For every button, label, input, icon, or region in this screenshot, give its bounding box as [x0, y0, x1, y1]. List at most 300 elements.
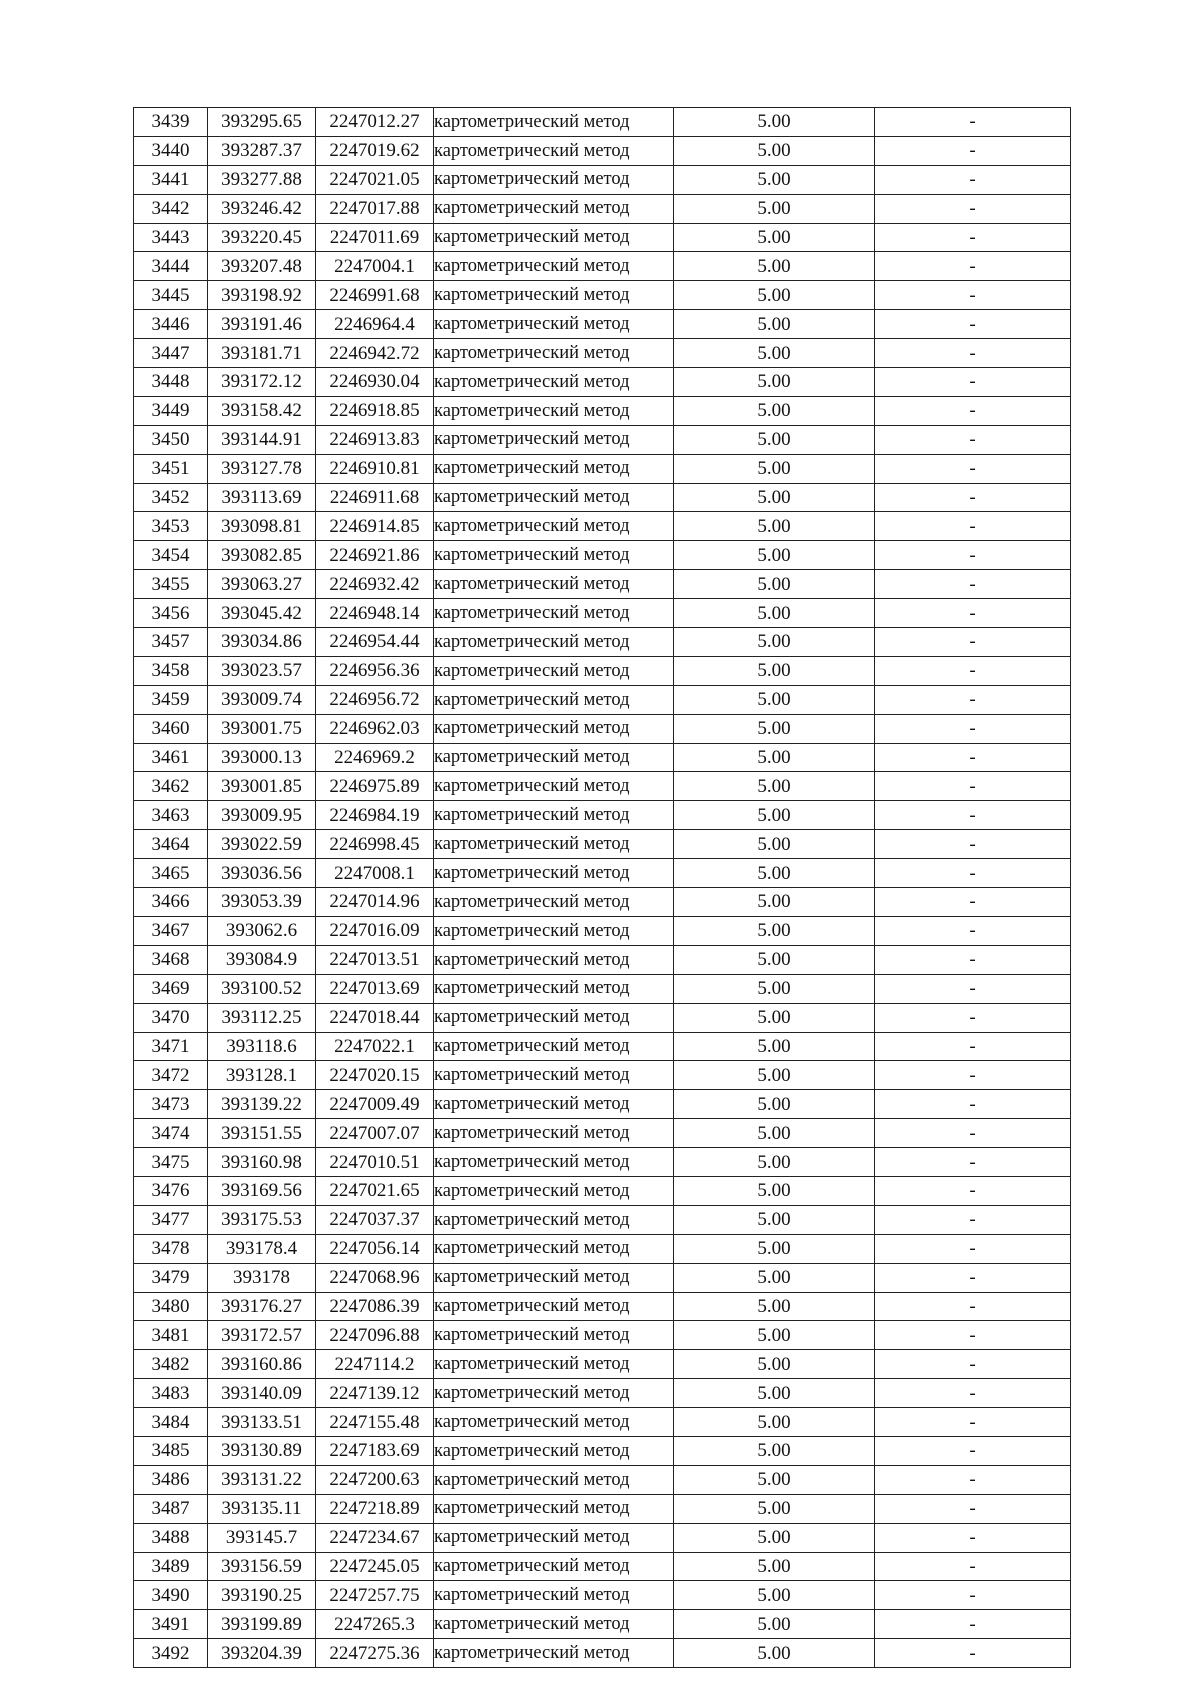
- note-cell: -: [875, 714, 1071, 743]
- method-cell: картометрический метод: [434, 1465, 674, 1494]
- y-coordinate-cell: 2246954.44: [316, 628, 434, 657]
- method-cell: картометрический метод: [434, 425, 674, 454]
- x-coordinate-cell: 393113.69: [208, 483, 316, 512]
- note-cell: -: [875, 1494, 1071, 1523]
- point-number-cell: 3462: [134, 772, 208, 801]
- note-cell: -: [875, 685, 1071, 714]
- accuracy-cell: 5.00: [674, 194, 875, 223]
- note-cell: -: [875, 1581, 1071, 1610]
- method-cell: картометрический метод: [434, 1234, 674, 1263]
- note-cell: -: [875, 859, 1071, 888]
- point-number-cell: 3452: [134, 483, 208, 512]
- point-number-cell: 3492: [134, 1639, 208, 1668]
- y-coordinate-cell: 2246948.14: [316, 599, 434, 628]
- method-cell: картометрический метод: [434, 888, 674, 917]
- x-coordinate-cell: 393139.22: [208, 1090, 316, 1119]
- table-row: [134, 194, 1071, 223]
- point-number-cell: 3441: [134, 165, 208, 194]
- x-coordinate-cell: 393169.56: [208, 1176, 316, 1205]
- point-number-cell: 3481: [134, 1321, 208, 1350]
- y-coordinate-cell: 2247020.15: [316, 1061, 434, 1090]
- table-row: [134, 1148, 1071, 1177]
- point-number-cell: 3449: [134, 396, 208, 425]
- note-cell: -: [875, 541, 1071, 570]
- accuracy-cell: 5.00: [674, 136, 875, 165]
- point-number-cell: 3450: [134, 425, 208, 454]
- note-cell: -: [875, 512, 1071, 541]
- point-number-cell: 3470: [134, 1003, 208, 1032]
- x-coordinate-cell: 393022.59: [208, 830, 316, 859]
- note-cell: -: [875, 628, 1071, 657]
- accuracy-cell: 5.00: [674, 454, 875, 483]
- y-coordinate-cell: 2246921.86: [316, 541, 434, 570]
- method-cell: картометрический метод: [434, 194, 674, 223]
- table-row: [134, 1552, 1071, 1581]
- method-cell: картометрический метод: [434, 339, 674, 368]
- point-number-cell: 3483: [134, 1379, 208, 1408]
- table-row: [134, 339, 1071, 368]
- accuracy-cell: 5.00: [674, 396, 875, 425]
- accuracy-cell: 5.00: [674, 1090, 875, 1119]
- y-coordinate-cell: 2246975.89: [316, 772, 434, 801]
- point-number-cell: 3487: [134, 1494, 208, 1523]
- note-cell: -: [875, 252, 1071, 281]
- method-cell: картометрический метод: [434, 1061, 674, 1090]
- note-cell: -: [875, 1003, 1071, 1032]
- note-cell: -: [875, 165, 1071, 194]
- note-cell: -: [875, 1234, 1071, 1263]
- x-coordinate-cell: 393053.39: [208, 888, 316, 917]
- accuracy-cell: 5.00: [674, 108, 875, 137]
- x-coordinate-cell: 393178: [208, 1263, 316, 1292]
- note-cell: -: [875, 483, 1071, 512]
- x-coordinate-cell: 393178.4: [208, 1234, 316, 1263]
- note-cell: -: [875, 108, 1071, 137]
- point-number-cell: 3468: [134, 945, 208, 974]
- table-row: [134, 1350, 1071, 1379]
- x-coordinate-cell: 393160.86: [208, 1350, 316, 1379]
- x-coordinate-cell: 393036.56: [208, 859, 316, 888]
- table-row: [134, 425, 1071, 454]
- point-number-cell: 3445: [134, 281, 208, 310]
- x-coordinate-cell: 393145.7: [208, 1523, 316, 1552]
- x-coordinate-cell: 393207.48: [208, 252, 316, 281]
- y-coordinate-cell: 2246962.03: [316, 714, 434, 743]
- point-number-cell: 3489: [134, 1552, 208, 1581]
- accuracy-cell: 5.00: [674, 541, 875, 570]
- accuracy-cell: 5.00: [674, 1263, 875, 1292]
- table-row: [134, 743, 1071, 772]
- point-number-cell: 3478: [134, 1234, 208, 1263]
- accuracy-cell: 5.00: [674, 656, 875, 685]
- table-row: [134, 830, 1071, 859]
- y-coordinate-cell: 2247013.51: [316, 945, 434, 974]
- method-cell: картометрический метод: [434, 743, 674, 772]
- accuracy-cell: 5.00: [674, 1350, 875, 1379]
- method-cell: картометрический метод: [434, 974, 674, 1003]
- method-cell: картометрический метод: [434, 165, 674, 194]
- accuracy-cell: 5.00: [674, 1436, 875, 1465]
- note-cell: -: [875, 1465, 1071, 1494]
- y-coordinate-cell: 2246956.36: [316, 656, 434, 685]
- accuracy-cell: 5.00: [674, 599, 875, 628]
- method-cell: картометрический метод: [434, 685, 674, 714]
- y-coordinate-cell: 2247218.89: [316, 1494, 434, 1523]
- y-coordinate-cell: 2246910.81: [316, 454, 434, 483]
- table-row: [134, 1292, 1071, 1321]
- point-number-cell: 3451: [134, 454, 208, 483]
- note-cell: -: [875, 194, 1071, 223]
- accuracy-cell: 5.00: [674, 281, 875, 310]
- accuracy-cell: 5.00: [674, 743, 875, 772]
- method-cell: картометрический метод: [434, 1494, 674, 1523]
- accuracy-cell: 5.00: [674, 1581, 875, 1610]
- point-number-cell: 3454: [134, 541, 208, 570]
- x-coordinate-cell: 393144.91: [208, 425, 316, 454]
- table-row: [134, 368, 1071, 397]
- accuracy-cell: 5.00: [674, 339, 875, 368]
- y-coordinate-cell: 2247017.88: [316, 194, 434, 223]
- point-number-cell: 3446: [134, 310, 208, 339]
- y-coordinate-cell: 2247021.05: [316, 165, 434, 194]
- x-coordinate-cell: 393135.11: [208, 1494, 316, 1523]
- x-coordinate-cell: 393062.6: [208, 916, 316, 945]
- y-coordinate-cell: 2247068.96: [316, 1263, 434, 1292]
- x-coordinate-cell: 393084.9: [208, 945, 316, 974]
- accuracy-cell: 5.00: [674, 1494, 875, 1523]
- table-row: [134, 859, 1071, 888]
- y-coordinate-cell: 2247018.44: [316, 1003, 434, 1032]
- x-coordinate-cell: 393063.27: [208, 570, 316, 599]
- point-number-cell: 3490: [134, 1581, 208, 1610]
- table-row: [134, 136, 1071, 165]
- accuracy-cell: 5.00: [674, 1321, 875, 1350]
- method-cell: картометрический метод: [434, 223, 674, 252]
- y-coordinate-cell: 2247139.12: [316, 1379, 434, 1408]
- y-coordinate-cell: 2246942.72: [316, 339, 434, 368]
- y-coordinate-cell: 2247013.69: [316, 974, 434, 1003]
- accuracy-cell: 5.00: [674, 1292, 875, 1321]
- method-cell: картометрический метод: [434, 1205, 674, 1234]
- point-number-cell: 3471: [134, 1032, 208, 1061]
- accuracy-cell: 5.00: [674, 310, 875, 339]
- method-cell: картометрический метод: [434, 628, 674, 657]
- y-coordinate-cell: 2246930.04: [316, 368, 434, 397]
- y-coordinate-cell: 2247004.1: [316, 252, 434, 281]
- x-coordinate-cell: 393175.53: [208, 1205, 316, 1234]
- x-coordinate-cell: 393082.85: [208, 541, 316, 570]
- y-coordinate-cell: 2247009.49: [316, 1090, 434, 1119]
- accuracy-cell: 5.00: [674, 425, 875, 454]
- point-number-cell: 3477: [134, 1205, 208, 1234]
- method-cell: картометрический метод: [434, 1032, 674, 1061]
- x-coordinate-cell: 393098.81: [208, 512, 316, 541]
- accuracy-cell: 5.00: [674, 1061, 875, 1090]
- point-number-cell: 3461: [134, 743, 208, 772]
- point-number-cell: 3491: [134, 1610, 208, 1639]
- method-cell: картометрический метод: [434, 281, 674, 310]
- x-coordinate-cell: 393220.45: [208, 223, 316, 252]
- point-number-cell: 3485: [134, 1436, 208, 1465]
- x-coordinate-cell: 393199.89: [208, 1610, 316, 1639]
- method-cell: картометрический метод: [434, 454, 674, 483]
- note-cell: -: [875, 888, 1071, 917]
- accuracy-cell: 5.00: [674, 1176, 875, 1205]
- point-number-cell: 3476: [134, 1176, 208, 1205]
- method-cell: картометрический метод: [434, 916, 674, 945]
- point-number-cell: 3466: [134, 888, 208, 917]
- table-row: [134, 1176, 1071, 1205]
- y-coordinate-cell: 2247245.05: [316, 1552, 434, 1581]
- x-coordinate-cell: 393190.25: [208, 1581, 316, 1610]
- point-number-cell: 3474: [134, 1119, 208, 1148]
- point-number-cell: 3479: [134, 1263, 208, 1292]
- y-coordinate-cell: 2247010.51: [316, 1148, 434, 1177]
- accuracy-cell: 5.00: [674, 859, 875, 888]
- accuracy-cell: 5.00: [674, 165, 875, 194]
- table-row: [134, 541, 1071, 570]
- table-row: [134, 1379, 1071, 1408]
- x-coordinate-cell: 393133.51: [208, 1408, 316, 1437]
- note-cell: -: [875, 1436, 1071, 1465]
- method-cell: картометрический метод: [434, 136, 674, 165]
- note-cell: -: [875, 396, 1071, 425]
- point-number-cell: 3442: [134, 194, 208, 223]
- note-cell: -: [875, 974, 1071, 1003]
- table-row: [134, 223, 1071, 252]
- note-cell: -: [875, 1176, 1071, 1205]
- y-coordinate-cell: 2246991.68: [316, 281, 434, 310]
- note-cell: -: [875, 310, 1071, 339]
- table-row: [134, 1090, 1071, 1119]
- method-cell: картометрический метод: [434, 1436, 674, 1465]
- note-cell: -: [875, 743, 1071, 772]
- point-number-cell: 3440: [134, 136, 208, 165]
- accuracy-cell: 5.00: [674, 1234, 875, 1263]
- note-cell: -: [875, 1292, 1071, 1321]
- note-cell: -: [875, 801, 1071, 830]
- table-row: [134, 454, 1071, 483]
- method-cell: картометрический метод: [434, 1610, 674, 1639]
- accuracy-cell: 5.00: [674, 252, 875, 281]
- accuracy-cell: 5.00: [674, 830, 875, 859]
- method-cell: картометрический метод: [434, 1176, 674, 1205]
- y-coordinate-cell: 2246956.72: [316, 685, 434, 714]
- y-coordinate-cell: 2246932.42: [316, 570, 434, 599]
- note-cell: -: [875, 223, 1071, 252]
- point-number-cell: 3439: [134, 108, 208, 137]
- note-cell: -: [875, 1639, 1071, 1668]
- point-number-cell: 3443: [134, 223, 208, 252]
- note-cell: -: [875, 570, 1071, 599]
- method-cell: картометрический метод: [434, 396, 674, 425]
- table-row: [134, 1321, 1071, 1350]
- x-coordinate-cell: 393246.42: [208, 194, 316, 223]
- method-cell: картометрический метод: [434, 1003, 674, 1032]
- point-number-cell: 3458: [134, 656, 208, 685]
- note-cell: -: [875, 1523, 1071, 1552]
- method-cell: картометрический метод: [434, 541, 674, 570]
- note-cell: -: [875, 1148, 1071, 1177]
- method-cell: картометрический метод: [434, 1292, 674, 1321]
- accuracy-cell: 5.00: [674, 1003, 875, 1032]
- x-coordinate-cell: 393118.6: [208, 1032, 316, 1061]
- method-cell: картометрический метод: [434, 772, 674, 801]
- note-cell: -: [875, 1610, 1071, 1639]
- y-coordinate-cell: 2246964.4: [316, 310, 434, 339]
- method-cell: картометрический метод: [434, 1090, 674, 1119]
- point-number-cell: 3484: [134, 1408, 208, 1437]
- table-row: [134, 888, 1071, 917]
- x-coordinate-cell: 393001.85: [208, 772, 316, 801]
- y-coordinate-cell: 2247086.39: [316, 1292, 434, 1321]
- table-row: [134, 945, 1071, 974]
- accuracy-cell: 5.00: [674, 1148, 875, 1177]
- table-row: [134, 772, 1071, 801]
- accuracy-cell: 5.00: [674, 1408, 875, 1437]
- point-number-cell: 3473: [134, 1090, 208, 1119]
- note-cell: -: [875, 599, 1071, 628]
- y-coordinate-cell: 2247275.36: [316, 1639, 434, 1668]
- note-cell: -: [875, 454, 1071, 483]
- note-cell: -: [875, 1552, 1071, 1581]
- point-number-cell: 3444: [134, 252, 208, 281]
- y-coordinate-cell: 2247037.37: [316, 1205, 434, 1234]
- method-cell: картометрический метод: [434, 512, 674, 541]
- note-cell: -: [875, 1090, 1071, 1119]
- note-cell: -: [875, 368, 1071, 397]
- accuracy-cell: 5.00: [674, 628, 875, 657]
- table-row: [134, 628, 1071, 657]
- point-number-cell: 3453: [134, 512, 208, 541]
- point-number-cell: 3482: [134, 1350, 208, 1379]
- point-number-cell: 3475: [134, 1148, 208, 1177]
- x-coordinate-cell: 393295.65: [208, 108, 316, 137]
- table-row: [134, 570, 1071, 599]
- y-coordinate-cell: 2246913.83: [316, 425, 434, 454]
- x-coordinate-cell: 393156.59: [208, 1552, 316, 1581]
- method-cell: картометрический метод: [434, 1321, 674, 1350]
- x-coordinate-cell: 393287.37: [208, 136, 316, 165]
- method-cell: картометрический метод: [434, 1552, 674, 1581]
- point-number-cell: 3459: [134, 685, 208, 714]
- note-cell: -: [875, 425, 1071, 454]
- table-row: [134, 1061, 1071, 1090]
- y-coordinate-cell: 2246911.68: [316, 483, 434, 512]
- table-row: [134, 685, 1071, 714]
- method-cell: картометрический метод: [434, 714, 674, 743]
- table-row: [134, 656, 1071, 685]
- point-number-cell: 3457: [134, 628, 208, 657]
- x-coordinate-cell: 393045.42: [208, 599, 316, 628]
- x-coordinate-cell: 393204.39: [208, 1639, 316, 1668]
- accuracy-cell: 5.00: [674, 223, 875, 252]
- note-cell: -: [875, 1061, 1071, 1090]
- method-cell: картометрический метод: [434, 1581, 674, 1610]
- table-body: [134, 108, 1071, 1668]
- method-cell: картометрический метод: [434, 108, 674, 137]
- table-row: [134, 396, 1071, 425]
- accuracy-cell: 5.00: [674, 1552, 875, 1581]
- x-coordinate-cell: 393160.98: [208, 1148, 316, 1177]
- x-coordinate-cell: 393009.95: [208, 801, 316, 830]
- table-row: [134, 1581, 1071, 1610]
- x-coordinate-cell: 393023.57: [208, 656, 316, 685]
- method-cell: картометрический метод: [434, 1523, 674, 1552]
- y-coordinate-cell: 2246998.45: [316, 830, 434, 859]
- x-coordinate-cell: 393100.52: [208, 974, 316, 1003]
- y-coordinate-cell: 2247183.69: [316, 1436, 434, 1465]
- y-coordinate-cell: 2247016.09: [316, 916, 434, 945]
- x-coordinate-cell: 393131.22: [208, 1465, 316, 1494]
- method-cell: картометрический метод: [434, 859, 674, 888]
- y-coordinate-cell: 2247234.67: [316, 1523, 434, 1552]
- x-coordinate-cell: 393277.88: [208, 165, 316, 194]
- accuracy-cell: 5.00: [674, 512, 875, 541]
- table-row: [134, 108, 1071, 137]
- point-number-cell: 3464: [134, 830, 208, 859]
- method-cell: картометрический метод: [434, 1379, 674, 1408]
- accuracy-cell: 5.00: [674, 916, 875, 945]
- table-row: [134, 916, 1071, 945]
- table-row: [134, 1494, 1071, 1523]
- x-coordinate-cell: 393181.71: [208, 339, 316, 368]
- point-number-cell: 3480: [134, 1292, 208, 1321]
- accuracy-cell: 5.00: [674, 1379, 875, 1408]
- table-row: [134, 1639, 1071, 1668]
- accuracy-cell: 5.00: [674, 801, 875, 830]
- method-cell: картометрический метод: [434, 801, 674, 830]
- y-coordinate-cell: 2246914.85: [316, 512, 434, 541]
- method-cell: картометрический метод: [434, 1350, 674, 1379]
- table-row: [134, 974, 1071, 1003]
- table-row: [134, 1205, 1071, 1234]
- table-row: [134, 252, 1071, 281]
- x-coordinate-cell: 393140.09: [208, 1379, 316, 1408]
- y-coordinate-cell: 2246984.19: [316, 801, 434, 830]
- note-cell: -: [875, 1408, 1071, 1437]
- y-coordinate-cell: 2247096.88: [316, 1321, 434, 1350]
- point-number-cell: 3456: [134, 599, 208, 628]
- method-cell: картометрический метод: [434, 252, 674, 281]
- accuracy-cell: 5.00: [674, 888, 875, 917]
- accuracy-cell: 5.00: [674, 1205, 875, 1234]
- table-row: [134, 1032, 1071, 1061]
- accuracy-cell: 5.00: [674, 685, 875, 714]
- accuracy-cell: 5.00: [674, 1119, 875, 1148]
- method-cell: картометрический метод: [434, 1639, 674, 1668]
- point-number-cell: 3472: [134, 1061, 208, 1090]
- accuracy-cell: 5.00: [674, 714, 875, 743]
- note-cell: -: [875, 136, 1071, 165]
- method-cell: картометрический метод: [434, 368, 674, 397]
- x-coordinate-cell: 393034.86: [208, 628, 316, 657]
- x-coordinate-cell: 393000.13: [208, 743, 316, 772]
- table-row: [134, 1465, 1071, 1494]
- point-number-cell: 3447: [134, 339, 208, 368]
- table-row: [134, 1234, 1071, 1263]
- point-number-cell: 3488: [134, 1523, 208, 1552]
- method-cell: картометрический метод: [434, 599, 674, 628]
- accuracy-cell: 5.00: [674, 945, 875, 974]
- x-coordinate-cell: 393151.55: [208, 1119, 316, 1148]
- coordinates-table: [133, 107, 1071, 1668]
- method-cell: картометрический метод: [434, 1119, 674, 1148]
- point-number-cell: 3465: [134, 859, 208, 888]
- table-row: [134, 1523, 1071, 1552]
- table-row: [134, 1408, 1071, 1437]
- table-row: [134, 801, 1071, 830]
